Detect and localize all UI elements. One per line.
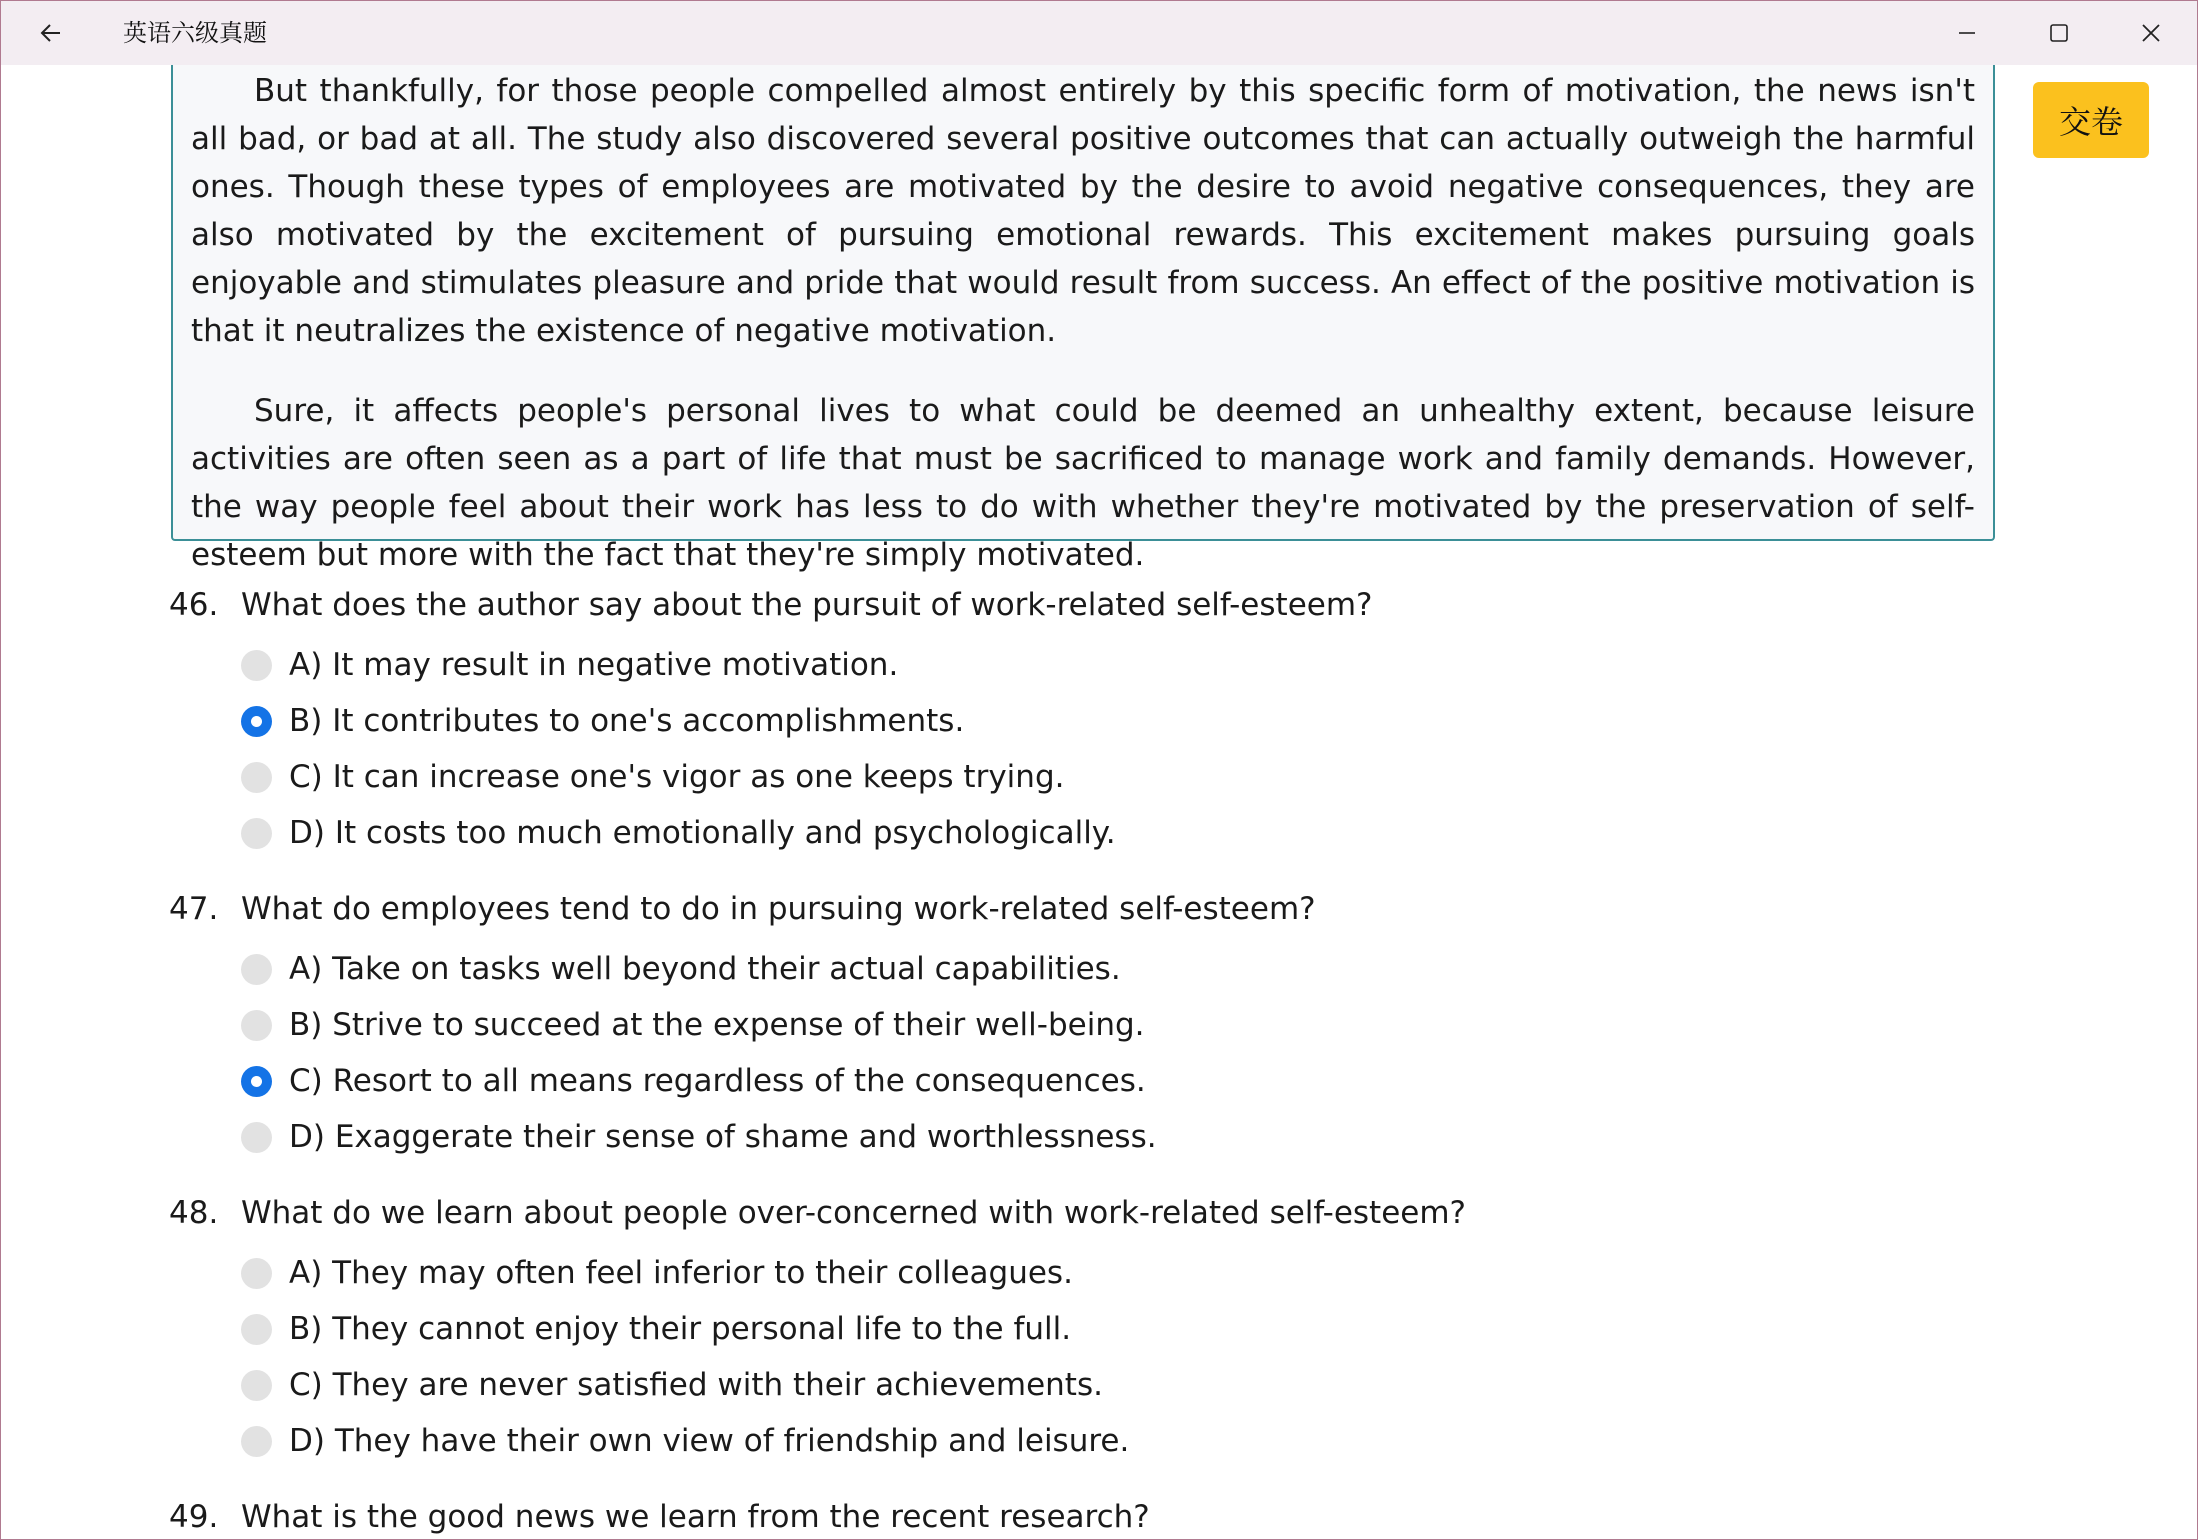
radio-button[interactable] <box>241 1426 272 1457</box>
question-text: What do we learn about people over-concerned with work-related self-esteem? <box>241 1195 1466 1231</box>
radio-button-selected[interactable] <box>241 706 272 737</box>
passage-paragraph: But thankfully, for those people compelled almost entirely by this specific form of motivation, the news isn't all bad, or bad at all. The study also discovered several positive outcomes that can actually outweigh the harmful ones. Though these types of employees are motivated by the desire to avoid negative consequences, they are also motivated by the excitement of pursuing emotional rewards. This excitement makes pursuing goals enjoyable and stimulates pleasure and pride that would result from success. An effect of the positive motivation is that it neutralizes the existence of negative motivation. <box>191 73 1975 349</box>
passage-paragraph: Sure, it affects people's personal lives to what could be deemed an unhealthy extent, because leisure activities are often seen as a part of life that must be sacrificed to manage work and family demands. However, the way people feel about their work has less to do with whether they're motivated by the preservation of self-esteem but more with the fact that they're simply motivated. <box>191 393 1975 573</box>
radio-button[interactable] <box>241 1010 272 1041</box>
option-47-d[interactable] <box>241 1109 1969 1165</box>
option-list <box>169 941 1969 1165</box>
option-label: B) It contributes to one's accomplishments. <box>289 703 965 739</box>
option-48-c[interactable] <box>241 1357 1969 1413</box>
option-label: D) They have their own view of friendship and leisure. <box>289 1423 1130 1459</box>
arrow-left-icon <box>39 21 63 45</box>
back-button[interactable] <box>23 9 79 57</box>
question-text: What is the good news we learn from the recent research? <box>241 1499 1150 1535</box>
option-label: A) Take on tasks well beyond their actual capabilities. <box>289 951 1121 987</box>
radio-button[interactable] <box>241 650 272 681</box>
radio-button[interactable] <box>241 762 272 793</box>
option-label: C) They are never satisfied with their achievements. <box>289 1367 1103 1403</box>
option-label: A) They may often feel inferior to their colleagues. <box>289 1255 1073 1291</box>
option-46-c[interactable] <box>241 749 1969 805</box>
radio-button[interactable] <box>241 954 272 985</box>
option-48-a[interactable] <box>241 1245 1969 1301</box>
option-list <box>169 637 1969 861</box>
option-46-a[interactable] <box>241 637 1969 693</box>
question-number: 48. <box>169 1195 219 1231</box>
question-text: What does the author say about the pursuit of work-related self-esteem? <box>241 587 1373 623</box>
minimize-button[interactable] <box>1921 1 2013 65</box>
option-label: B) Strive to succeed at the expense of their well-being. <box>289 1007 1145 1043</box>
option-47-a[interactable] <box>241 941 1969 997</box>
reading-passage <box>171 65 1995 573</box>
radio-button[interactable] <box>241 818 272 849</box>
close-button[interactable] <box>2105 1 2197 65</box>
radio-button-selected[interactable] <box>241 1066 272 1097</box>
option-label: C) Resort to all means regardless of the consequences. <box>289 1063 1146 1099</box>
question-number: 47. <box>169 891 219 927</box>
radio-button[interactable] <box>241 1122 272 1153</box>
question-number: 49. <box>169 1499 219 1535</box>
maximize-button[interactable] <box>2013 1 2105 65</box>
option-46-b[interactable] <box>241 693 1969 749</box>
radio-button[interactable] <box>241 1314 272 1345</box>
option-48-b[interactable] <box>241 1301 1969 1357</box>
option-label: C) It can increase one's vigor as one keeps trying. <box>289 759 1065 795</box>
radio-button[interactable] <box>241 1258 272 1289</box>
close-icon <box>2140 22 2162 44</box>
question-text: What do employees tend to do in pursuing work-related self-esteem? <box>241 891 1316 927</box>
radio-button[interactable] <box>241 1370 272 1401</box>
window-title: 英语六级真题 <box>123 19 267 47</box>
question-header <box>169 1493 1969 1539</box>
exam-content[interactable] <box>1 65 2197 1539</box>
option-47-b[interactable] <box>241 997 1969 1053</box>
submit-button[interactable]: 交卷 <box>2033 82 2149 158</box>
option-label: D) Exaggerate their sense of shame and worthlessness. <box>289 1119 1157 1155</box>
question-header <box>169 885 1969 933</box>
option-label: B) They cannot enjoy their personal life to the full. <box>289 1311 1072 1347</box>
minimize-icon <box>1957 23 1977 43</box>
question-49 <box>169 1493 1969 1539</box>
question-48 <box>169 1189 1969 1469</box>
option-label: D) It costs too much emotionally and psychologically. <box>289 815 1116 851</box>
option-48-d[interactable] <box>241 1413 1969 1469</box>
question-47 <box>169 885 1969 1165</box>
option-label: A) It may result in negative motivation. <box>289 647 899 683</box>
option-list <box>169 1245 1969 1469</box>
question-header <box>169 1189 1969 1237</box>
option-47-c[interactable] <box>241 1053 1969 1109</box>
maximize-icon <box>2048 22 2070 44</box>
question-46 <box>169 581 1969 861</box>
option-46-d[interactable] <box>241 805 1969 861</box>
question-number: 46. <box>169 587 219 623</box>
title-bar <box>1 1 2197 65</box>
question-header <box>169 581 1969 629</box>
